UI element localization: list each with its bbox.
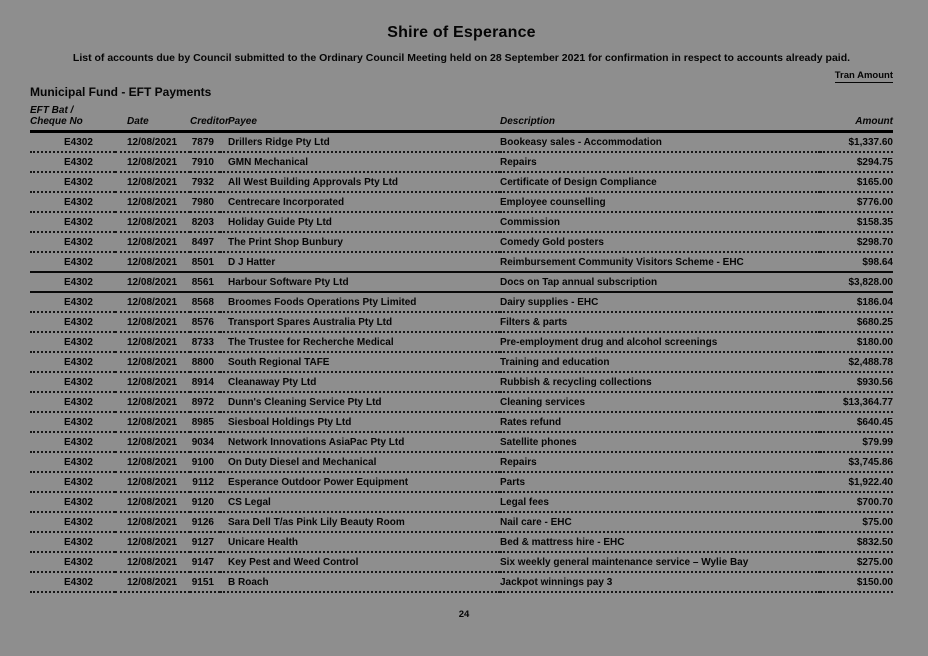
cell-payee: The Trustee for Recherche Medical [220,332,500,352]
cell-amount: $640.45 [820,412,893,432]
cell-payee: B Roach [220,572,500,592]
table-body [30,132,893,593]
cell-amount: $150.00 [820,572,893,592]
cell-creditor-no: 7879 [190,132,220,153]
cell-cheque-no: E4302 [30,492,115,512]
cell-cheque-no: E4302 [30,392,115,412]
cell-payee: Centrecare Incorporated [220,192,500,212]
cell-payee: Unicare Health [220,532,500,552]
cell-date: 12/08/2021 [115,532,190,552]
cell-amount: $930.56 [820,372,893,392]
cell-creditor-no: 8985 [190,412,220,432]
cell-date: 12/08/2021 [115,272,190,292]
cell-amount: $75.00 [820,512,893,532]
table-row [30,552,893,572]
table-row [30,472,893,492]
cell-description: Nail care - EHC [500,512,820,532]
cell-description: Bookeasy sales - Accommodation [500,132,820,153]
cell-amount: $165.00 [820,172,893,192]
table-row [30,292,893,312]
cell-amount: $3,828.00 [820,272,893,292]
cell-payee: GMN Mechanical [220,152,500,172]
cell-date: 12/08/2021 [115,412,190,432]
document-subtitle: List of accounts due by Council submitted to the Ordinary Council Meeting held on 28 September 2021 for confirmation in respect to accounts already paid. [72,52,851,64]
cell-payee: Sara Dell T/as Pink Lily Beauty Room [220,512,500,532]
cell-creditor-no: 9120 [190,492,220,512]
column-header-amount: Amount [820,105,893,132]
cell-payee: Esperance Outdoor Power Equipment [220,472,500,492]
cell-description: Bed & mattress hire - EHC [500,532,820,552]
column-header-payee: Payee [220,105,500,132]
cell-description: Comedy Gold posters [500,232,820,252]
cell-cheque-no: E4302 [30,512,115,532]
cell-cheque-no: E4302 [30,192,115,212]
cell-amount: $680.25 [820,312,893,332]
cell-date: 12/08/2021 [115,232,190,252]
cell-description: Repairs [500,152,820,172]
tran-amount-label-row [30,70,893,81]
table-row [30,512,893,532]
cell-description: Rates refund [500,412,820,432]
cell-creditor-no: 8800 [190,352,220,372]
cell-cheque-no: E4302 [30,332,115,352]
cell-creditor-no: 8914 [190,372,220,392]
cell-cheque-no: E4302 [30,372,115,392]
cell-cheque-no: E4302 [30,232,115,252]
cell-date: 12/08/2021 [115,512,190,532]
page-number: 24 [458,609,470,620]
cell-creditor-no: 9127 [190,532,220,552]
cell-cheque-no: E4302 [30,212,115,232]
cell-payee: Cleanaway Pty Ltd [220,372,500,392]
cell-creditor-no: 8568 [190,292,220,312]
cell-creditor-no: 9034 [190,432,220,452]
cell-payee: Siesboal Holdings Pty Ltd [220,412,500,432]
table-row [30,272,893,292]
cell-date: 12/08/2021 [115,492,190,512]
cell-description: Employee counselling [500,192,820,212]
cell-description: Commission [500,212,820,232]
table-row [30,412,893,432]
cell-description: Certificate of Design Compliance [500,172,820,192]
cell-amount: $1,922.40 [820,472,893,492]
cell-cheque-no: E4302 [30,152,115,172]
cell-amount: $832.50 [820,532,893,552]
table-row [30,132,893,153]
cell-date: 12/08/2021 [115,212,190,232]
column-header-cheque-no: EFT Bat / Cheque No [30,105,115,132]
cell-date: 12/08/2021 [115,572,190,592]
cell-payee: Dunn's Cleaning Service Pty Ltd [220,392,500,412]
cell-date: 12/08/2021 [115,192,190,212]
table-row [30,212,893,232]
cell-amount: $1,337.60 [820,132,893,153]
cell-creditor-no: 9147 [190,552,220,572]
cell-payee: Network Innovations AsiaPac Pty Ltd [220,432,500,452]
cell-creditor-no: 8497 [190,232,220,252]
table-row [30,172,893,192]
cell-payee: On Duty Diesel and Mechanical [220,452,500,472]
cell-date: 12/08/2021 [115,152,190,172]
cell-amount: $13,364.77 [820,392,893,412]
table-row [30,572,893,592]
table-row [30,232,893,252]
cell-date: 12/08/2021 [115,132,190,153]
cell-creditor-no: 8733 [190,332,220,352]
cell-description: Training and education [500,352,820,372]
cell-cheque-no: E4302 [30,132,115,153]
cell-description: Rubbish & recycling collections [500,372,820,392]
cell-amount: $180.00 [820,332,893,352]
cell-amount: $776.00 [820,192,893,212]
cell-cheque-no: E4302 [30,252,115,272]
table-header [30,105,893,132]
table-row [30,492,893,512]
column-header-date: Date [115,105,190,132]
cell-creditor-no: 8972 [190,392,220,412]
page-title: Shire of Esperance [387,24,536,41]
cell-creditor-no: 9126 [190,512,220,532]
cell-payee: Key Pest and Weed Control [220,552,500,572]
accounts-table [30,105,893,593]
table-row [30,252,893,272]
cell-cheque-no: E4302 [30,412,115,432]
cell-creditor-no: 7910 [190,152,220,172]
cell-date: 12/08/2021 [115,452,190,472]
table-row [30,192,893,212]
cell-creditor-no: 7932 [190,172,220,192]
table-row [30,332,893,352]
cell-payee: Transport Spares Australia Pty Ltd [220,312,500,332]
cell-description: Repairs [500,452,820,472]
cell-creditor-no: 8203 [190,212,220,232]
cell-date: 12/08/2021 [115,392,190,412]
cell-description: Parts [500,472,820,492]
table-row [30,372,893,392]
cell-description: Pre-employment drug and alcohol screenings [500,332,820,352]
table-row [30,432,893,452]
table-row [30,532,893,552]
cell-creditor-no: 8576 [190,312,220,332]
tran-amount-label: Tran Amount [834,70,893,81]
cell-amount: $158.35 [820,212,893,232]
cell-creditor-no: 8501 [190,252,220,272]
cell-description: Docs on Tap annual subscription [500,272,820,292]
cell-date: 12/08/2021 [115,172,190,192]
table-row [30,312,893,332]
cell-creditor-no: 9112 [190,472,220,492]
cell-amount: $275.00 [820,552,893,572]
cell-date: 12/08/2021 [115,292,190,312]
cell-date: 12/08/2021 [115,312,190,332]
cell-date: 12/08/2021 [115,472,190,492]
cell-cheque-no: E4302 [30,352,115,372]
cell-amount: $79.99 [820,432,893,452]
cell-description: Filters & parts [500,312,820,332]
cell-description: Reimbursement Community Visitors Scheme - EHC [500,252,820,272]
cell-amount: $2,488.78 [820,352,893,372]
cell-creditor-no: 9100 [190,452,220,472]
cell-cheque-no: E4302 [30,552,115,572]
cell-amount: $3,745.86 [820,452,893,472]
table-row [30,452,893,472]
cell-cheque-no: E4302 [30,432,115,452]
cell-amount: $186.04 [820,292,893,312]
cell-date: 12/08/2021 [115,552,190,572]
cell-cheque-no: E4302 [30,312,115,332]
cell-creditor-no: 9151 [190,572,220,592]
table-row [30,352,893,372]
section-title: Municipal Fund - EFT Payments [30,85,212,99]
cell-amount: $298.70 [820,232,893,252]
cell-date: 12/08/2021 [115,252,190,272]
cell-cheque-no: E4302 [30,472,115,492]
column-header-description: Description [500,105,820,132]
cell-payee: CS Legal [220,492,500,512]
cell-cheque-no: E4302 [30,172,115,192]
cell-cheque-no: E4302 [30,452,115,472]
cell-payee: All West Building Approvals Pty Ltd [220,172,500,192]
cell-payee: The Print Shop Bunbury [220,232,500,252]
cell-payee: South Regional TAFE [220,352,500,372]
cell-payee: D J Hatter [220,252,500,272]
table-row [30,152,893,172]
cell-cheque-no: E4302 [30,272,115,292]
cell-creditor-no: 8561 [190,272,220,292]
cell-cheque-no: E4302 [30,572,115,592]
cell-payee: Broomes Foods Operations Pty Limited [220,292,500,312]
cell-description: Dairy supplies - EHC [500,292,820,312]
cell-description: Six weekly general maintenance service – Wylie Bay [500,552,820,572]
cell-payee: Drillers Ridge Pty Ltd [220,132,500,153]
cell-creditor-no: 7980 [190,192,220,212]
cell-description: Satellite phones [500,432,820,452]
cell-date: 12/08/2021 [115,372,190,392]
cell-date: 12/08/2021 [115,432,190,452]
cell-amount: $98.64 [820,252,893,272]
cell-description: Cleaning services [500,392,820,412]
cell-payee: Harbour Software Pty Ltd [220,272,500,292]
cell-amount: $700.70 [820,492,893,512]
cell-description: Legal fees [500,492,820,512]
cell-date: 12/08/2021 [115,332,190,352]
cell-description: Jackpot winnings pay 3 [500,572,820,592]
cell-amount: $294.75 [820,152,893,172]
column-header-creditor: Creditor [190,105,220,132]
cell-cheque-no: E4302 [30,532,115,552]
cell-cheque-no: E4302 [30,292,115,312]
table-row [30,392,893,412]
cell-date: 12/08/2021 [115,352,190,372]
cell-payee: Holiday Guide Pty Ltd [220,212,500,232]
